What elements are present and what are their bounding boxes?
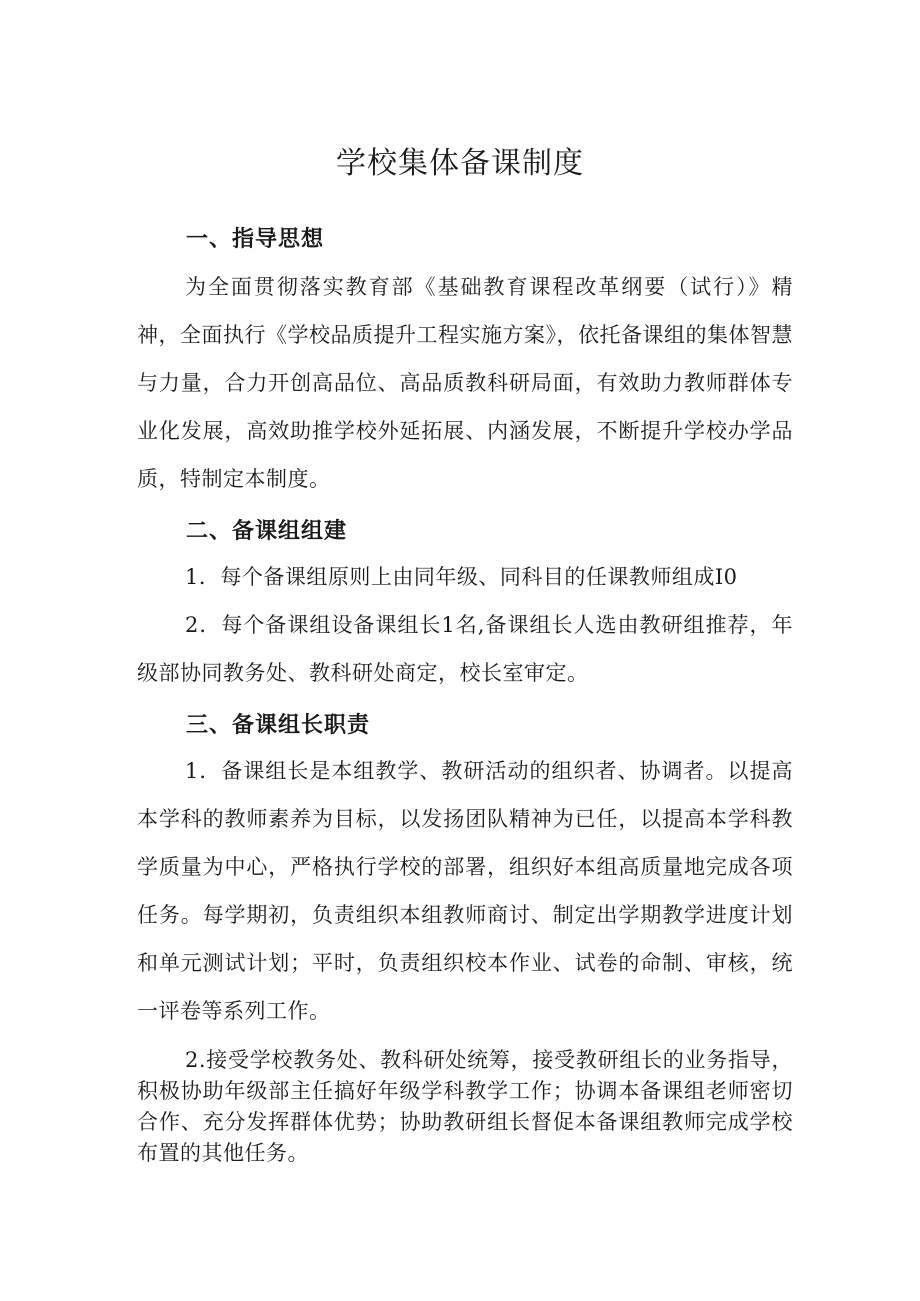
paragraph-leader-duties-1: 1．备课组长是本组教学、教研活动的组织者、协调者。以提高本学科的教师素养为目标，以发扬团队精神为已任，以提高本学科教学质量为中心，严格执行学校的部署，组织好本组高质量地完成各项任务。每学期初，负责组织本组教师商讨、制定出学期教学进度计划和单元测试计划；平时，负责组织校本作业、试卷的命制、审核，统一评卷等系列工作。 (137, 759, 793, 1023)
paragraph-guiding-ideology: 为全面贯彻落实教育部《基础教育课程改革纲要（试行）》精神，全面执行《学校品质提升工程实施方案》，依托备课组的集体智慧与力量，合力开创高品位、高品质教科研局面，有效助力教师群体专业化发展，高效助推学校外延拓展、内涵发展，不断提升学校办学品质，特制定本制度。 (137, 275, 793, 491)
paragraph-group-formation-1: 1．每个备课组原则上由同年级、同科目的任课教师组成I0 (185, 565, 738, 589)
paragraph-group-formation-2: 2．每个备课组设备课组长1名,备课组长人选由教研组推荐，年级部协同教务处、教科研处商定，校长室审定。 (137, 613, 793, 685)
document-title: 学校集体备课制度 (336, 146, 584, 181)
section-heading-leader-duties: 三、备课组长职责 (186, 713, 371, 738)
section-heading-group-formation: 二、备课组组建 (186, 519, 348, 544)
paragraph-leader-duties-2: 2.接受学校教务处、教科研处统筹，接受教研组长的业务指导，积极协助年级部主任搞好年级学科教学工作；协调本备课组老师密切合作、充分发挥群体优势；协助教研组长督促本备课组教师完成学校布置的其他任务。 (137, 1048, 793, 1165)
section-heading-guiding-ideology: 一、指导思想 (186, 227, 325, 252)
